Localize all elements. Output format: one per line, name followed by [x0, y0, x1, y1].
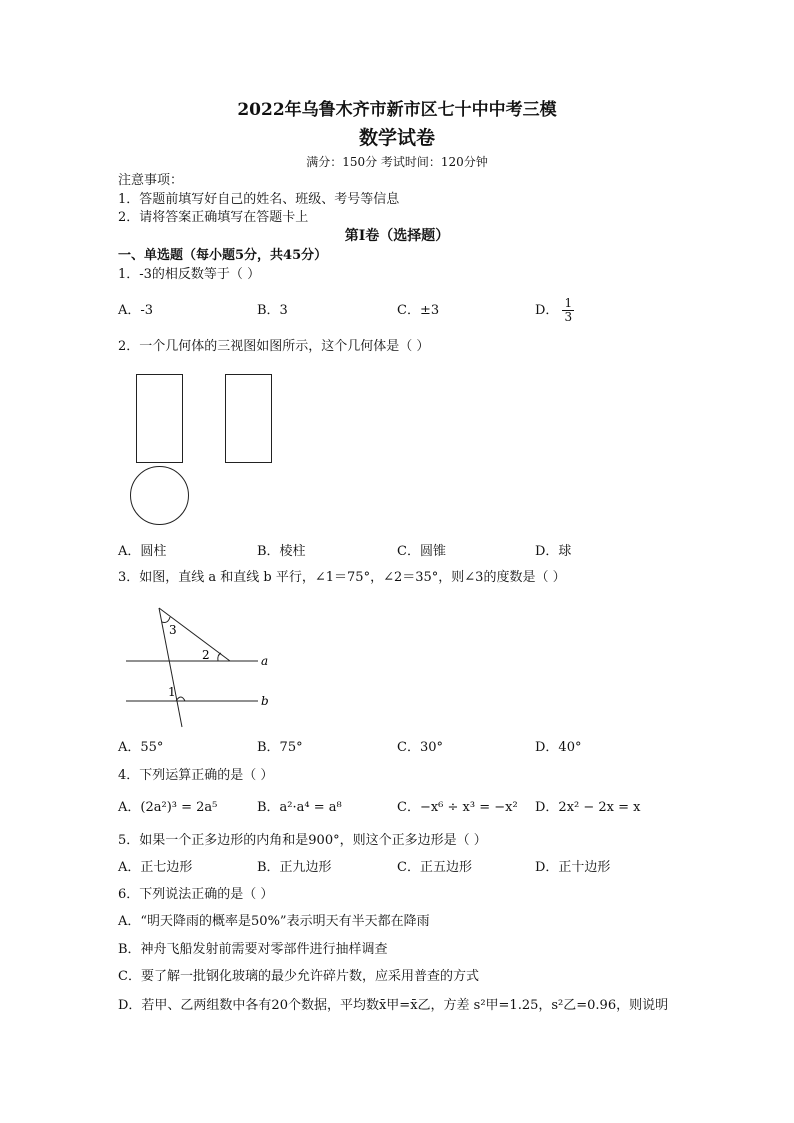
q6-option-c: C．要了解一批钢化玻璃的最少允许碎片数，应采用普查的方式 — [118, 969, 479, 984]
question-6-stem: 6．下列说法正确的是（ ） — [118, 887, 274, 902]
q4-option-c: C．−x⁶ ÷ x³ = −x² — [397, 800, 518, 815]
q1-option-d-label: D． — [535, 303, 559, 318]
question-5-stem: 5．如果一个正多边形的内角和是900°，则这个正多边形是（ ） — [118, 833, 487, 848]
q3-option-a: A．55° — [118, 740, 164, 755]
q2-option-b: B．棱柱 — [257, 544, 306, 559]
fraction-numerator: 1 — [564, 296, 573, 310]
q2-option-d: D．球 — [535, 544, 572, 559]
q1-option-d-fraction — [562, 297, 574, 324]
question-4-stem: 4．下列运算正确的是（ ） — [118, 768, 274, 783]
q2-option-c: C．圆锥 — [397, 544, 446, 559]
q1-option-a: A．-3 — [118, 303, 154, 318]
fraction-denominator: 3 — [564, 310, 573, 324]
q1-option-c: C．±3 — [397, 303, 440, 318]
q6-option-b: B．神舟飞船发射前需要对零部件进行抽样调查 — [118, 942, 388, 957]
exam-subtitle: 数学试卷 — [358, 127, 435, 149]
angle-3-label: 3 — [169, 623, 177, 637]
top-view-circle — [130, 466, 189, 525]
q6-option-d: D．若甲、乙两组数中各有20个数据，平均数x̄甲=x̄乙，方差 s²甲=1.25，s²乙=0.96，则说明 — [118, 998, 669, 1013]
angle-1-label: 1 — [168, 685, 176, 699]
line-a-label: a — [261, 654, 269, 668]
angle-3-arc — [162, 617, 170, 622]
q4-option-d: D．2x² − 2x = x — [535, 800, 641, 815]
notes-item-1: 1．答题前填写好自己的姓名、班级、考号等信息 — [118, 192, 400, 207]
question-2-stem: 2．一个几何体的三视图如图所示，这个几何体是（ ） — [118, 339, 430, 354]
q6-option-a: A．“明天降雨的概率是50%”表示明天有半天都在降雨 — [118, 914, 430, 929]
parallel-lines-figure — [118, 600, 278, 735]
q5-option-b: B．正九边形 — [257, 860, 332, 875]
q3-option-c: C．30° — [397, 740, 443, 755]
side-view-rectangle — [225, 374, 272, 463]
front-view-rectangle — [136, 374, 183, 463]
notes-heading: 注意事项： — [118, 173, 184, 188]
q4-option-a: A．(2a²)³ = 2a⁵ — [118, 800, 218, 815]
q4-option-b: B．a²·a⁴ = a⁸ — [257, 800, 342, 815]
line-b-label: b — [261, 694, 269, 708]
q5-option-a: A．正七边形 — [118, 860, 193, 875]
angle-2-label: 2 — [202, 648, 210, 662]
q1-option-d — [535, 294, 574, 328]
q3-option-b: B．75° — [257, 740, 303, 755]
q3-option-d: D．40° — [535, 740, 582, 755]
notes-item-2: 2．请将答案正确填写在答题卡上 — [118, 210, 309, 225]
q1-option-b: B．3 — [257, 303, 288, 318]
question-3-stem: 3．如图，直线 a 和直线 b 平行，∠1＝75°，∠2＝35°，则∠3的度数是（ ） — [118, 570, 566, 585]
q5-option-c: C．正五边形 — [397, 860, 472, 875]
question-1-stem: 1．-3的相反数等于（ ） — [118, 267, 261, 282]
volume-title: 第I卷（选择题） — [344, 228, 450, 244]
exam-title: 2022年乌鲁木齐市新市区七十中中考三模 — [237, 100, 557, 120]
q2-option-a: A．圆柱 — [118, 544, 167, 559]
section-title: 一、单选题（每小题5分，共45分） — [118, 248, 328, 263]
exam-meta: 满分：150分 考试时间：120分钟 — [306, 155, 488, 169]
q5-option-d: D．正十边形 — [535, 860, 611, 875]
